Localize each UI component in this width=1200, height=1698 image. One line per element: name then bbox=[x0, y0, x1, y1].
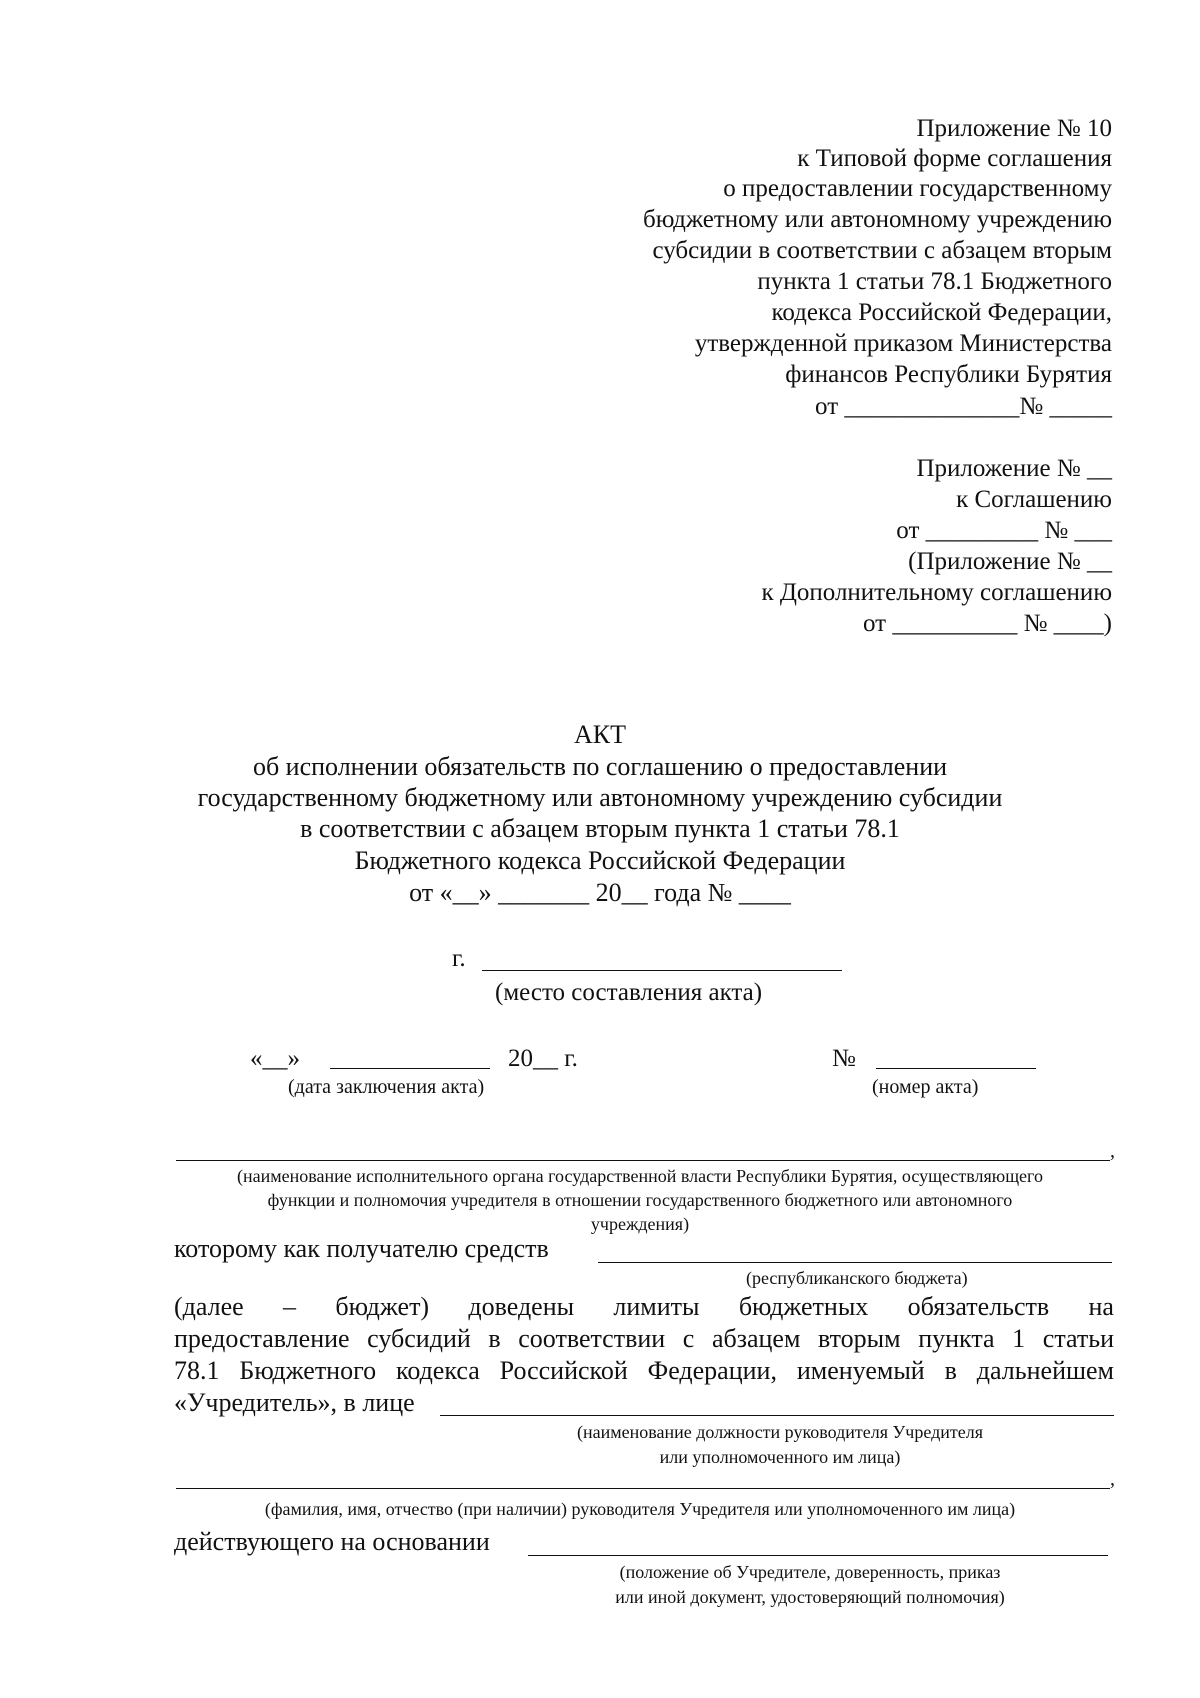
header-date-line: от ______________№ _____ bbox=[815, 393, 1112, 420]
act-date-year: 20__ г. bbox=[508, 1045, 578, 1072]
place-field-line[interactable] bbox=[482, 970, 842, 971]
para-word: доведены bbox=[468, 1292, 575, 1321]
position-caption-1: (наименование должности руководителя Учредителя bbox=[577, 1422, 983, 1442]
act-number-field-line[interactable] bbox=[876, 1068, 1036, 1069]
basis-label: действующего на основании bbox=[174, 1527, 490, 1556]
para-word: на bbox=[1088, 1292, 1114, 1321]
act-title-line-4: Бюджетного кодекса Российской Федерации bbox=[354, 846, 846, 875]
header-line-2: к Типовой форме соглашения bbox=[797, 145, 1112, 172]
attachment-line-1: Приложение № __ bbox=[916, 455, 1112, 482]
act-date-quote: «__» bbox=[250, 1045, 300, 1072]
basis-field-line[interactable] bbox=[528, 1555, 1108, 1556]
act-title-date-line: от «__» _______ 20__ года № ____ bbox=[409, 878, 791, 907]
header-line-1: Приложение № 10 bbox=[916, 115, 1112, 142]
act-title-line-3: в соответствии с абзацем вторым пункта 1 статьи 78.1 bbox=[300, 814, 900, 843]
header-line-5: субсидии в соответствии с абзацем вторым bbox=[652, 237, 1112, 264]
para-word: обязательств bbox=[907, 1292, 1050, 1321]
para-word: (далее bbox=[174, 1292, 244, 1321]
founder-caption-3: учреждения) bbox=[590, 1214, 690, 1234]
act-heading: АКТ bbox=[574, 720, 626, 749]
header-line-4: бюджетному или автономному учреждению bbox=[642, 206, 1112, 233]
header-line-8: утвержденной приказом Министерства bbox=[694, 330, 1112, 357]
act-date-caption: (дата заключения акта) bbox=[288, 1076, 485, 1098]
act-number-caption: (номер акта) bbox=[872, 1076, 979, 1098]
attachment-line-2: к Соглашению bbox=[956, 486, 1112, 513]
paragraph-line-1 bbox=[174, 1290, 1114, 1324]
para-word: бюджетных bbox=[738, 1292, 869, 1321]
header-line-3: о предоставлении государственному bbox=[723, 175, 1112, 202]
attachment-line-5: к Дополнительному соглашению bbox=[761, 579, 1112, 606]
recipient-caption: (республиканского бюджета) bbox=[746, 1268, 968, 1288]
para-word: – bbox=[283, 1292, 297, 1321]
para-word: бюджет) bbox=[335, 1292, 430, 1321]
header-line-7: кодекса Российской Федерации, bbox=[771, 299, 1112, 326]
attachment-line-6: от __________ № ____) bbox=[862, 610, 1112, 637]
place-prefix: г. bbox=[452, 945, 466, 972]
paragraph-line-2: предоставление субсидий в соответствии с абзацем вторым пункта 1 статьи bbox=[174, 1324, 1114, 1353]
founder-name-field-line[interactable] bbox=[176, 1160, 1110, 1161]
place-caption: (место составления акта) bbox=[495, 979, 763, 1006]
basis-caption-1: (положение об Учредителе, доверенность, приказ bbox=[619, 1562, 1001, 1582]
act-title-line-1: об исполнении обязательств по соглашению о предоставлении bbox=[252, 752, 948, 781]
attachment-line-3: от _________ № ___ bbox=[896, 517, 1112, 544]
fio-field-line[interactable] bbox=[176, 1488, 1110, 1489]
recipient-label: которому как получателю средств bbox=[174, 1234, 549, 1263]
position-caption-2: или уполномоченного им лица) bbox=[659, 1447, 901, 1467]
act-date-field-line[interactable] bbox=[330, 1068, 490, 1069]
act-title-line-2: государственному бюджетному или автономному учреждению субсидии bbox=[197, 783, 1003, 812]
header-line-9: финансов Республики Бурятия bbox=[785, 361, 1112, 388]
founder-caption-2: функции и полномочия учредителя в отношении государственного бюджетного или автономного bbox=[267, 1190, 1013, 1210]
attachment-line-4: (Приложение № __ bbox=[908, 548, 1112, 575]
act-number-prefix: № bbox=[832, 1045, 856, 1072]
recipient-field-line[interactable] bbox=[598, 1262, 1112, 1263]
fio-comma: , bbox=[1110, 1468, 1115, 1490]
fio-caption: (фамилия, имя, отчество (при наличии) руководителя Учредителя или уполномоченного им лица) bbox=[264, 1499, 1016, 1519]
paragraph-line-3: 78.1 Бюджетного кодекса Российской Федерации, именуемый в дальнейшем bbox=[174, 1356, 1114, 1385]
header-line-6: пункта 1 статьи 78.1 Бюджетного bbox=[757, 268, 1112, 295]
founder-name-comma: , bbox=[1110, 1140, 1115, 1162]
position-field-line[interactable] bbox=[440, 1415, 1114, 1416]
paragraph-line-4: «Учредитель», в лице bbox=[174, 1388, 415, 1417]
para-word: лимиты bbox=[613, 1292, 700, 1321]
founder-caption-1: (наименование исполнительного органа государственной власти Республики Бурятия, осуществляющего bbox=[236, 1166, 1043, 1186]
basis-caption-2: или иной документ, удостоверяющий полномочия) bbox=[615, 1587, 1005, 1607]
